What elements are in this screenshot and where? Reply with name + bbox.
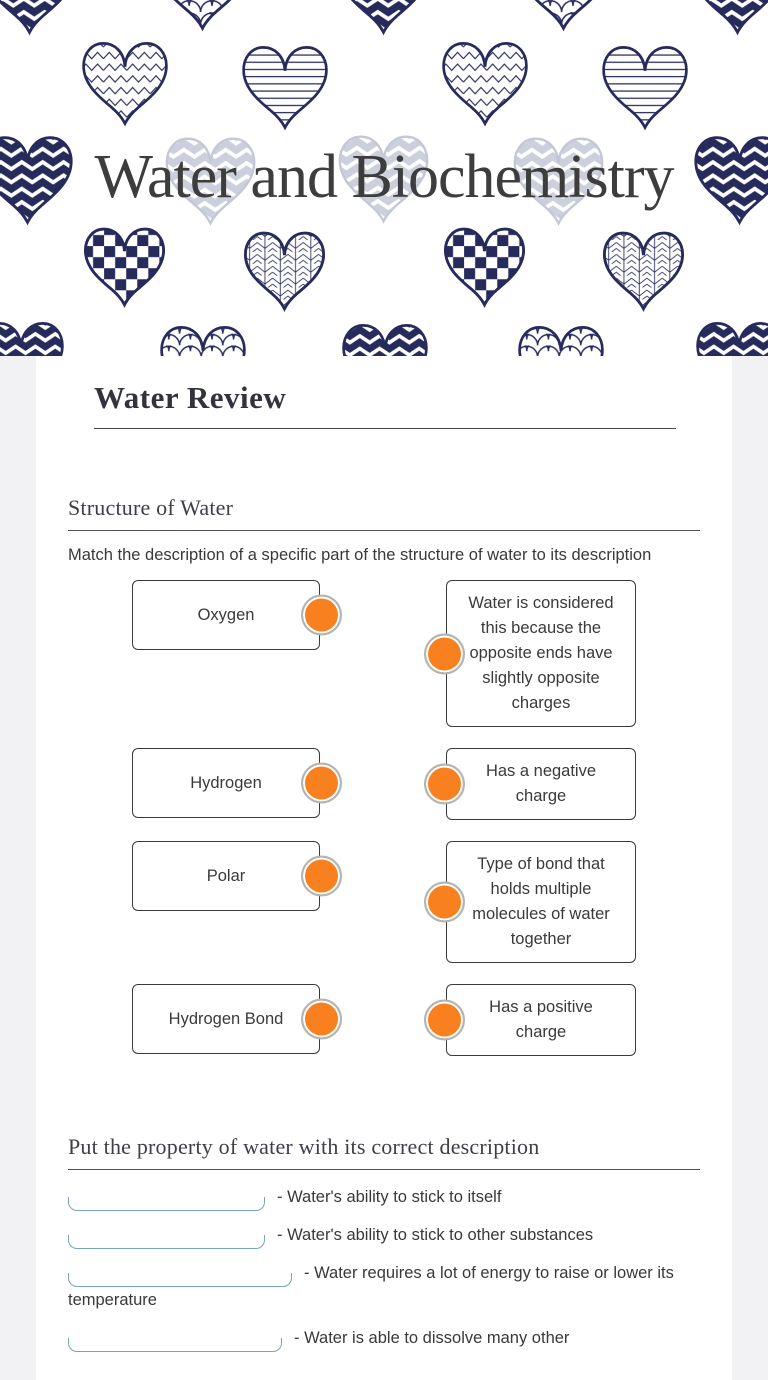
match-description-box [446,984,636,1056]
match-row [68,841,700,963]
match-description-box [446,748,636,820]
fill-in-blank-row [68,1325,686,1352]
answer-blank-input[interactable] [68,1338,282,1352]
section-structure-of-water [68,495,700,1056]
blank-description: - Water's ability to stick to itself [277,1188,502,1206]
section-properties-of-water [68,1134,700,1352]
match-row [68,580,700,727]
match-description-box [446,841,636,963]
match-connector-dot[interactable] [424,1000,465,1041]
matching-instruction: Match the description of a specific part of the structure of water to its description [68,546,652,564]
match-description-label: Type of bond that holds multiple molecules of water together [472,855,610,948]
match-term-label: Oxygen [197,605,255,624]
section-heading-rule [68,1169,700,1170]
blank-description: - Water is able to dissolve many other [294,1329,570,1347]
section-heading-rule [68,530,700,531]
match-term-label: Polar [206,866,246,885]
section-heading: Put the property of water with its correct description [68,1134,540,1159]
answer-blank-input[interactable] [68,1273,292,1287]
fill-in-blank-row [68,1260,686,1314]
section-heading: Structure of Water [68,495,234,520]
match-description-box [446,580,636,727]
match-connector-dot[interactable] [301,763,342,804]
match-connector-dot[interactable] [424,633,465,674]
match-connector-dot[interactable] [301,999,342,1040]
match-connector-dot[interactable] [424,882,465,923]
match-term-box [132,841,320,911]
worksheet-banner-title: Water and Biochemistry [94,143,674,211]
blank-description: - Water requires a lot of energy to raise or lower its temperature [68,1264,674,1309]
match-row [68,984,700,1056]
match-term-label: Hydrogen Bond [168,1009,284,1028]
matching-exercise [68,580,700,1056]
match-term-box [132,748,320,818]
fill-in-blank-row [68,1222,686,1249]
match-term-label: Hydrogen [190,773,262,792]
fill-in-blank-row [68,1184,686,1211]
match-connector-dot[interactable] [301,595,342,636]
fill-in-blank-list [68,1184,686,1352]
worksheet-banner [0,0,768,356]
worksheet-title-block [94,380,676,429]
match-description-label: Water is considered this because the opposite ends have slightly opposite charges [468,594,614,712]
match-description-label: Has a negative charge [485,762,597,805]
match-connector-dot[interactable] [301,856,342,897]
worksheet-title: Water Review [94,380,287,415]
match-row [68,748,700,820]
match-connector-dot[interactable] [424,764,465,805]
blank-description: - Water's ability to stick to other substances [277,1226,594,1244]
worksheet-title-rule [94,428,676,429]
match-description-label: Has a positive charge [489,998,593,1041]
answer-blank-input[interactable] [68,1235,265,1249]
match-term-box [132,984,320,1054]
match-term-box [132,580,320,650]
worksheet-card [36,356,732,1380]
answer-blank-input[interactable] [68,1197,265,1211]
